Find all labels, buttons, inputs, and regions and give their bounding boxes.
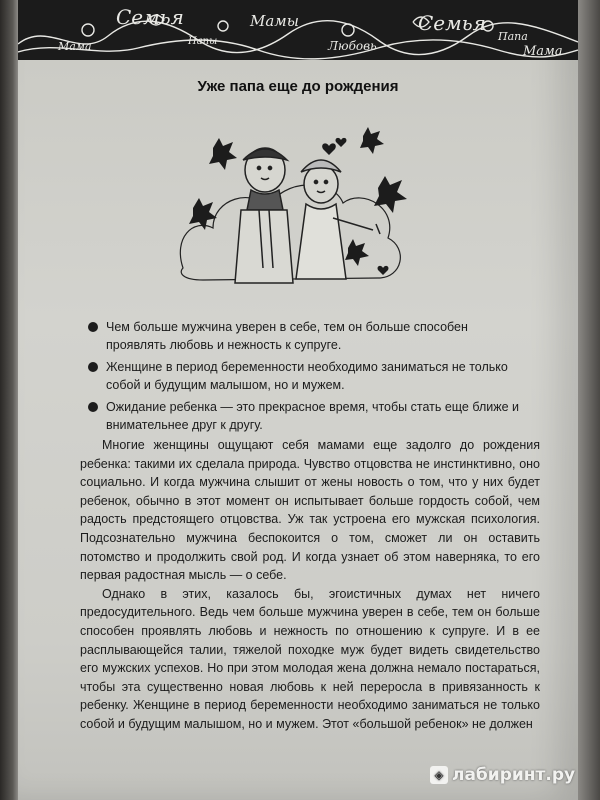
decorative-header [18,0,578,60]
labirint-logo-icon: ◈ [430,766,448,784]
header-word: Любовь [328,39,377,53]
bullet-icon [88,362,98,372]
site-watermark [430,762,590,788]
bullet-icon [88,322,98,332]
paragraph: Многие женщины ощущают себя мамами еще задолго до рождения ребенка: такими их сделала природа. Чувство отцовства не инстинктивно, оно социально. И когда мужчина слышит от жены новость о том, что у них будет ребенок, обычно в этот момент он испытывает больше гордость собой, чем радость предстоящего отцовства. Уж так устроена его мужская психология. Подсознательно мужчина беспокоится о том, сможет ли он оставить потомство и продолжить свой род. И когда узнает об этом наверняка, то его первая радостная мысль — о себе. [80,438,540,583]
couple-in-autumn-icon [173,118,413,293]
book-edge-right [578,0,600,800]
list-item [88,398,528,434]
watermark-text: лабиринт.ру [452,765,576,785]
paragraph: Однако в этих, казалось бы, эгоистичных думах нет ничего предосудительного. Ведь чем больше мужчина уверен в себе, тем он больше способен проявлять любовь и нежность по отношению к супруге. И в ее расплывающейся талии, тяжелой походке муж будет видеть свидетельство его мужских успехов. Но при этом молодая жена должна немало постараться, чтобы эта существенно новая любовь к ней переросла в привязанность к ребенку. Женщине в период беременности необходимо заниматься не только собой и будущим малышом, но и мужем. Этот «большой ребенок» не должен [80,586,540,731]
header-word: Семья [418,11,486,35]
book-binding-left [0,0,18,800]
book-page [18,0,578,800]
bullet-text: Чем больше мужчина уверен в себе, тем он больше способен проявлять любовь и нежность к супруге. [106,320,468,352]
header-word: Папа [498,30,528,43]
page-title: Уже папа еще до рождения [197,78,399,95]
key-points-list [88,318,528,438]
bullet-icon [88,402,98,412]
list-item [88,358,528,394]
header-word: Мама [58,40,92,53]
header-word: Семья [116,5,184,29]
bullet-text: Женщине в период беременности необходимо заниматься не только собой и будущим малышом, но и мужем. [106,360,508,392]
list-item [88,318,528,354]
header-word: Папы [188,36,218,47]
header-word: Мама [523,44,563,59]
bullet-text: Ожидание ребенка — это прекрасное время, чтобы стать еще ближе и внимательнее друг к другу. [106,400,519,432]
header-word: Мамы [250,12,299,30]
ornament-header-icon [18,0,578,60]
article-body [80,436,540,734]
